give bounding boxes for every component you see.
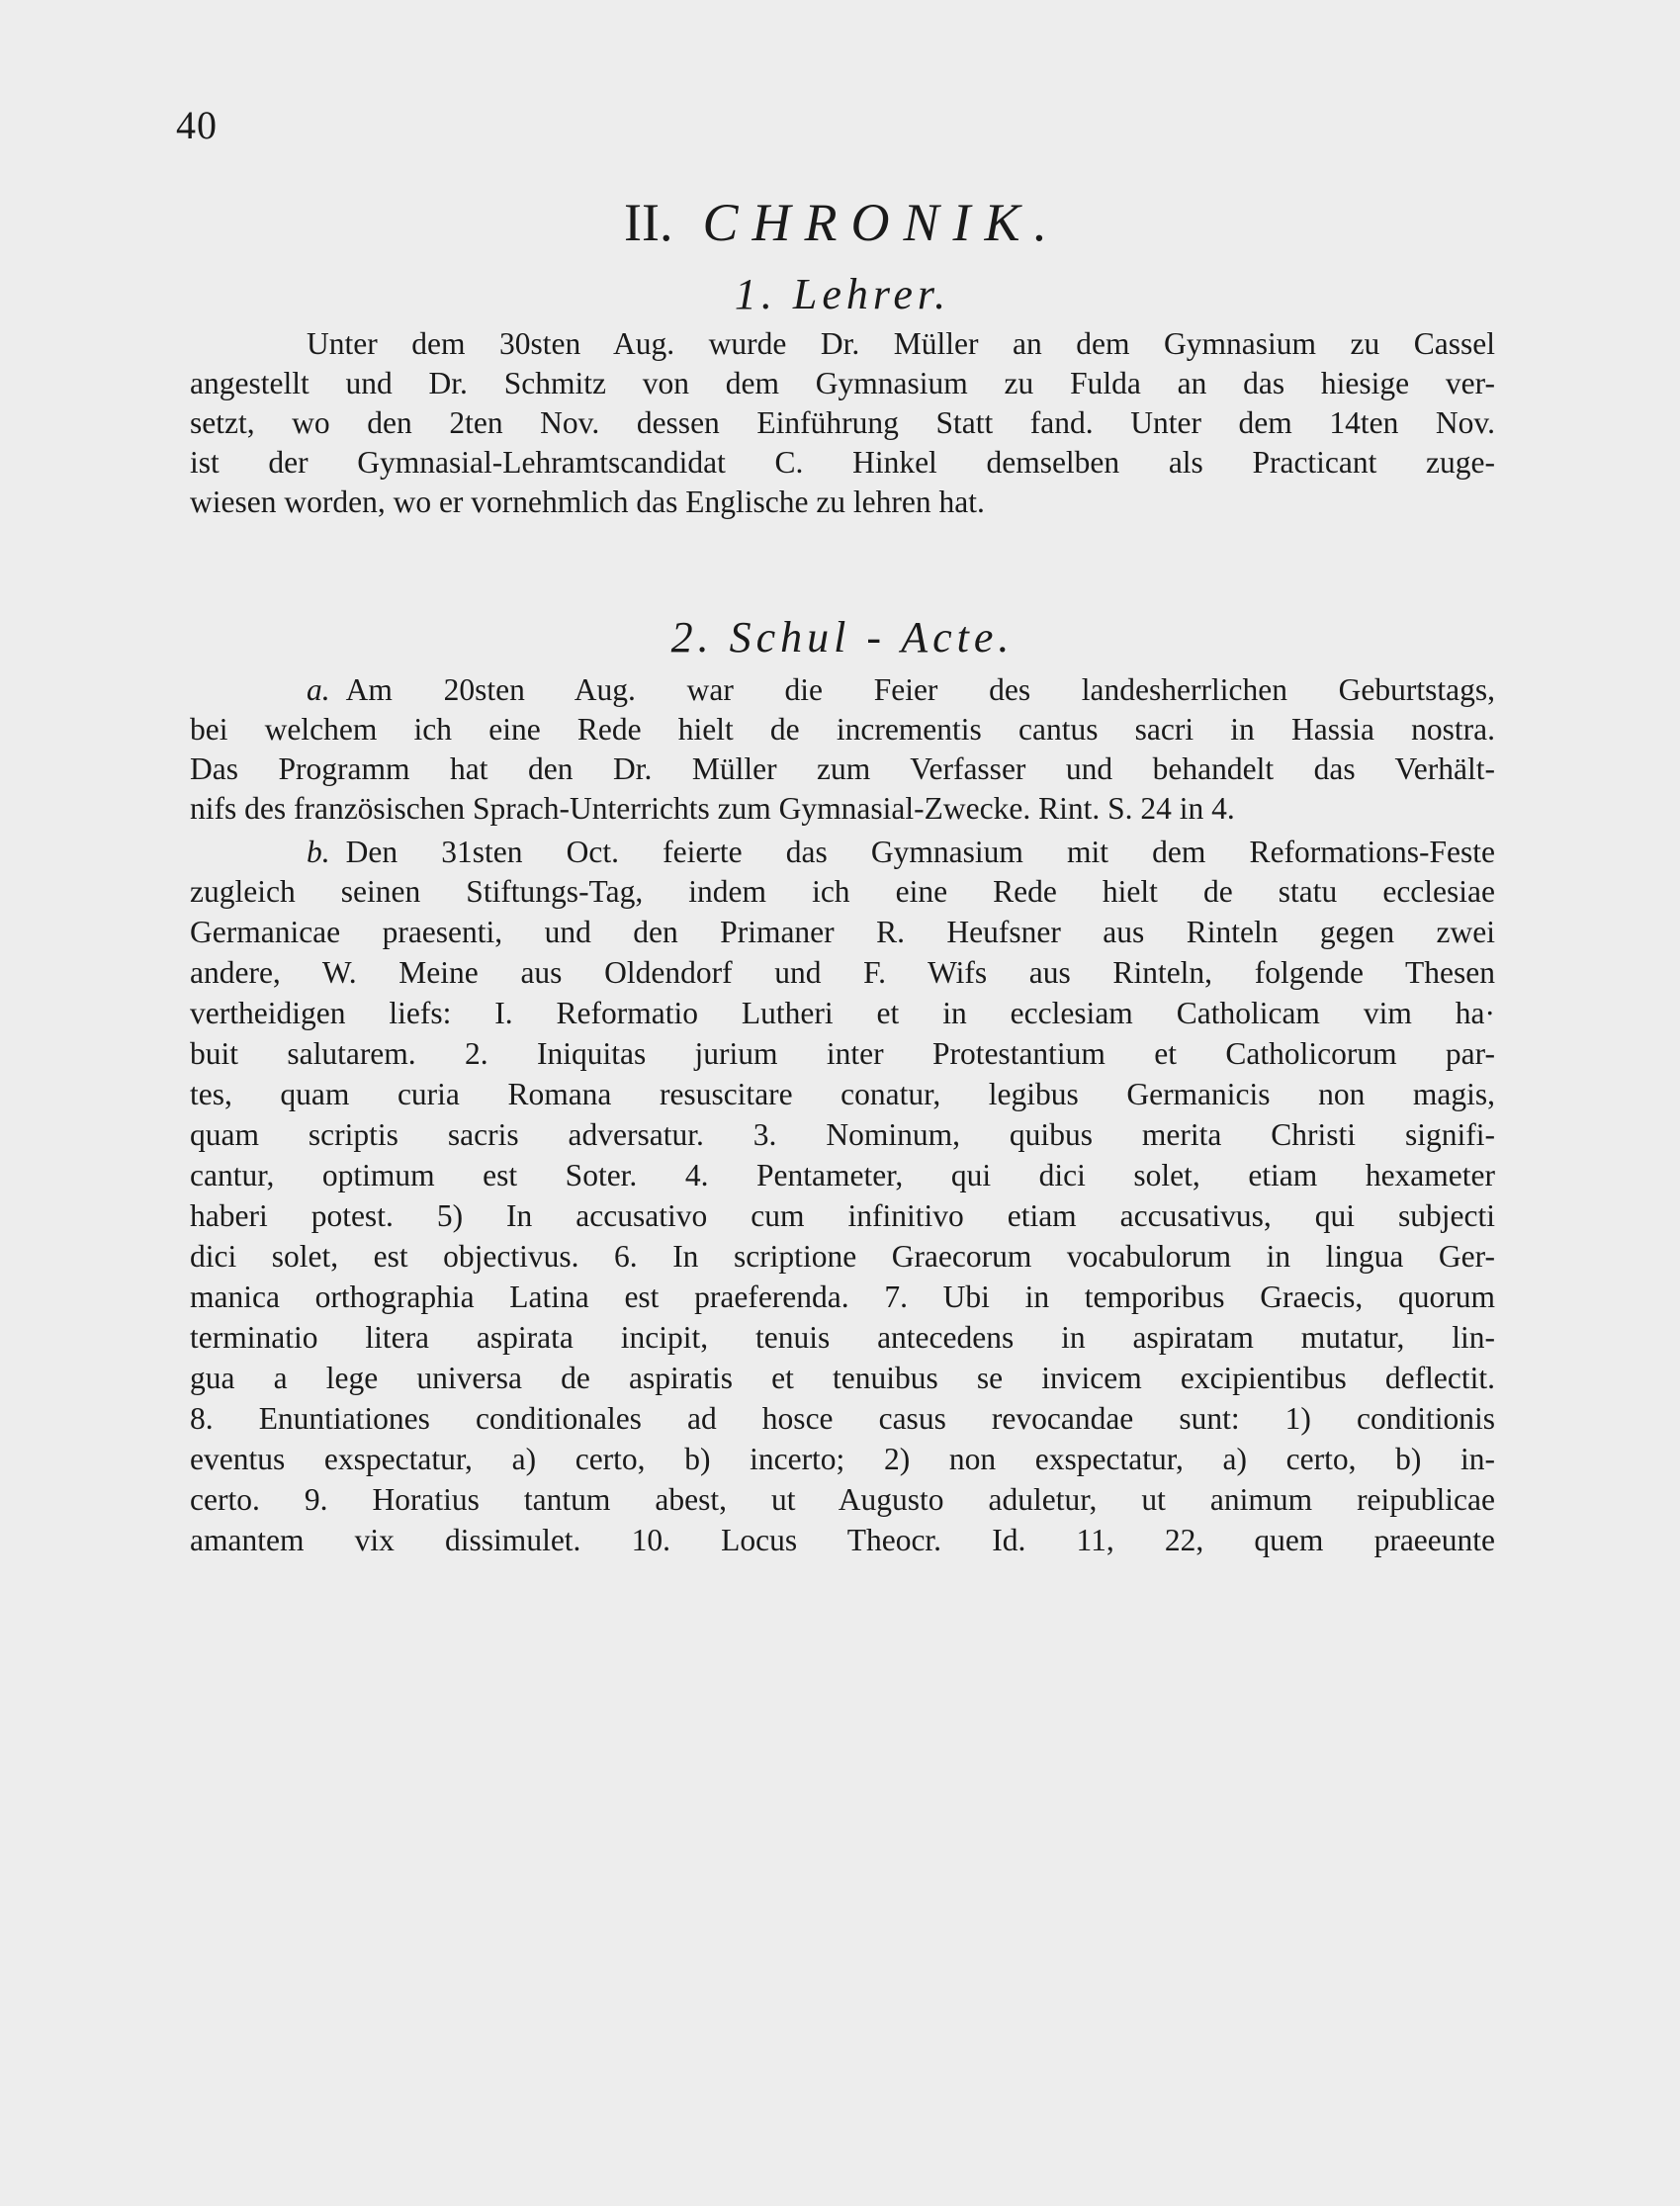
text-line: Das Programm hat den Dr. Müller zum Verfasser und behandelt das Verhält- [190,751,1495,786]
paragraph-marker-a: a. [307,672,330,707]
text-line: buit salutarem. 2. Iniquitas jurium inter Protestantium et Catholicorum par- [190,1036,1495,1071]
page-number: 40 [176,103,218,147]
chapter-name: CHRONIK. [702,193,1061,252]
text-line: wiesen worden, wo er vornehmlich das Englische zu lehren hat. [190,485,985,519]
text-line: quam scriptis sacris adversatur. 3. Nominum, quibus merita Christi signifi- [190,1117,1495,1152]
text-line: terminatio litera aspirata incipit, tenuis antecedens in aspiratam mutatur, lin- [190,1320,1495,1355]
text-line: amantem vix dissimulet. 10. Locus Theocr. Id. 11, 22, quem praeeunte [190,1523,1495,1557]
text-line: bei welchem ich eine Rede hielt de incrementis cantus sacri in Hassia nostra. [190,712,1495,747]
text-line: haberi potest. 5) In accusativo cum infinitivo etiam accusativus, qui subjecti [190,1198,1495,1233]
text-line: 8. Enuntiationes conditionales ad hosce casus revocandae sunt: 1) conditionis [190,1401,1495,1436]
text-line: andere, W. Meine aus Oldendorf und F. Wifs aus Rinteln, folgende Thesen [190,955,1495,990]
text-line: Den 31sten Oct. feierte das Gymnasium mit dem Reformations-Feste [345,835,1495,869]
text-line: ist der Gymnasial-Lehramtscandidat C. Hinkel demselben als Practicant zuge- [190,445,1495,480]
section-heading-lehrer: 1. Lehrer. [734,270,951,318]
text-line: tes, quam curia Romana resuscitare conatur, legibus Germanicis non magis, [190,1077,1495,1111]
text-line: Germanicae praesenti, und den Primaner R. Heufsner aus Rinteln gegen zwei [190,915,1495,949]
text-line: setzt, wo den 2ten Nov. dessen Einführung Statt fand. Unter dem 14ten Nov. [190,405,1495,440]
section-heading-schul-acte: 2. Schul - Acte. [670,613,1015,662]
text-line: gua a lege universa de aspiratis et tenuibus se invicem excipientibus deflectit. [190,1361,1495,1395]
text-line: manica orthographia Latina est praeferenda. 7. Ubi in temporibus Graecis, quorum [190,1279,1495,1314]
text-line: dici solet, est objectivus. 6. In scriptione Graecorum vocabulorum in lingua Ger- [190,1239,1495,1274]
text-line: Unter dem 30sten Aug. wurde Dr. Müller an dem Gymnasium zu Cassel [307,326,1495,361]
text-line: nifs des französischen Sprach-Unterrichts zum Gymnasial-Zwecke. Rint. S. 24 in 4. [190,791,1235,826]
chapter-title [190,188,1495,257]
text-line: vertheidigen liefs: I. Reformatio Lutheri et in ecclesiam Catholicam vim ha· [190,996,1495,1030]
paragraph-a-first-line [190,670,1495,710]
text-line: zugleich seinen Stiftungs-Tag, indem ich eine Rede hielt de statu ecclesiae [190,874,1495,909]
text-line: eventus exspectatur, a) certo, b) incerto; 2) non exspectatur, a) certo, b) in- [190,1442,1495,1476]
text-line: cantur, optimum est Soter. 4. Pentameter, qui dici solet, etiam hexameter [190,1158,1495,1192]
text-line: certo. 9. Horatius tantum abest, ut Augusto aduletur, ut animum reipublicae [190,1482,1495,1517]
text-line: Am 20sten Aug. war die Feier des landesherrlichen Geburtstags, [345,672,1495,707]
text-line: angestellt und Dr. Schmitz von dem Gymnasium zu Fulda an das hiesige ver- [190,366,1495,400]
paragraph-b-first-line [190,833,1495,872]
chapter-number: II. [624,193,673,252]
paragraph-marker-b: b. [307,835,330,869]
